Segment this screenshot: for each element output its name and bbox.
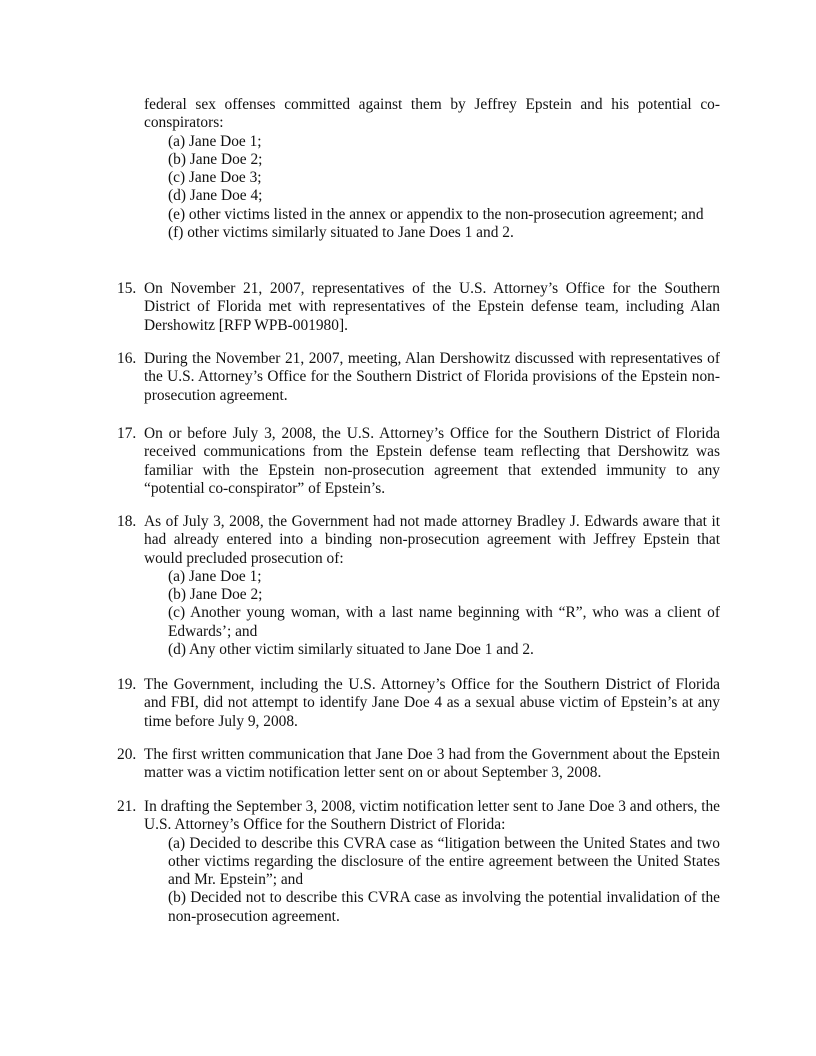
paragraph-number: 16. (117, 350, 137, 367)
numbered-paragraph-18 (117, 513, 720, 659)
list-item: (c) Jane Doe 3; (168, 169, 262, 187)
list-item: (c) Another young woman, with a last name beginning with “R”, who was a client of Edwards’; and (168, 604, 720, 640)
list-item: (f) other victims similarly situated to Jane Does 1 and 2. (168, 224, 514, 242)
paragraph-number: 21. (117, 798, 137, 815)
numbered-paragraph-21 (117, 798, 720, 926)
list-item: (a) Jane Doe 1; (168, 567, 262, 585)
list-item: (b) Jane Doe 2; (168, 150, 263, 168)
paragraph-text: On November 21, 2007, representatives of the U.S. Attorney’s Office for the Southern District of Florida met with representatives of the Epstein defense team, including Alan Dershowitz [RFP WPB-001980]. (144, 280, 720, 334)
list-item: (d) Jane Doe 4; (168, 187, 263, 205)
paragraph-number: 20. (117, 746, 137, 763)
list-item: (b) Decided not to describe this CVRA case as involving the potential invalidation of the non-prosecution agreement. (168, 889, 720, 925)
list-item: (e) other victims listed in the annex or appendix to the non-prosecution agreement; and (168, 205, 704, 223)
paragraph-text: The first written communication that Jane Doe 3 had from the Government about the Epstein matter was a victim notification letter sent on or about September 3, 2008. (144, 746, 720, 782)
paragraph-text: In drafting the September 3, 2008, victim notification letter sent to Jane Doe 3 and others, the U.S. Attorney’s Office for the Southern District of Florida: (144, 798, 720, 834)
numbered-paragraph-20 (117, 746, 720, 783)
paragraph-text: The Government, including the U.S. Attorney’s Office for the Southern District of Florida and FBI, did not attempt to identify Jane Doe 4 as a sexual abuse victim of Epstein’s at any time before July 9, 2008. (144, 676, 720, 730)
list-item: (a) Jane Doe 1; (168, 132, 262, 150)
numbered-paragraph-17 (117, 425, 720, 498)
list-item: (d) Any other victim similarly situated to Jane Doe 1 and 2. (168, 641, 534, 659)
list-item: (a) Decided to describe this CVRA case as “litigation between the United States and two other victims regarding the disclosure of the entire agreement between the United States and Mr. Epstein”; and (168, 834, 720, 889)
continuation-paragraph (144, 96, 720, 242)
paragraph-text: federal sex offenses committed against them by Jeffrey Epstein and his potential co-conspirators: (144, 96, 720, 132)
paragraph-text: On or before July 3, 2008, the U.S. Attorney’s Office for the Southern District of Florida received communications from the Epstein defense team reflecting that Dershowitz was familiar with the Epstein non-prosecution agreement that extended immunity to any “potential co-conspirator” of Epstein’s. (144, 425, 720, 497)
paragraph-number: 17. (117, 425, 137, 442)
paragraph-number: 15. (117, 280, 137, 297)
numbered-paragraph-15 (117, 280, 720, 335)
paragraph-text: During the November 21, 2007, meeting, Alan Dershowitz discussed with representatives of the U.S. Attorney’s Office for the Southern District of Florida provisions of the Epstein non-prosecution agreement. (144, 350, 720, 404)
list-item: (b) Jane Doe 2; (168, 586, 263, 604)
paragraph-number: 18. (117, 513, 137, 530)
paragraph-number: 19. (117, 676, 137, 693)
numbered-paragraph-16 (117, 350, 720, 405)
paragraph-text: As of July 3, 2008, the Government had not made attorney Bradley J. Edwards aware that it had already entered into a binding non-prosecution agreement with Jeffrey Epstein that would precluded prosecution of: (144, 513, 720, 567)
numbered-paragraph-19 (117, 676, 720, 731)
